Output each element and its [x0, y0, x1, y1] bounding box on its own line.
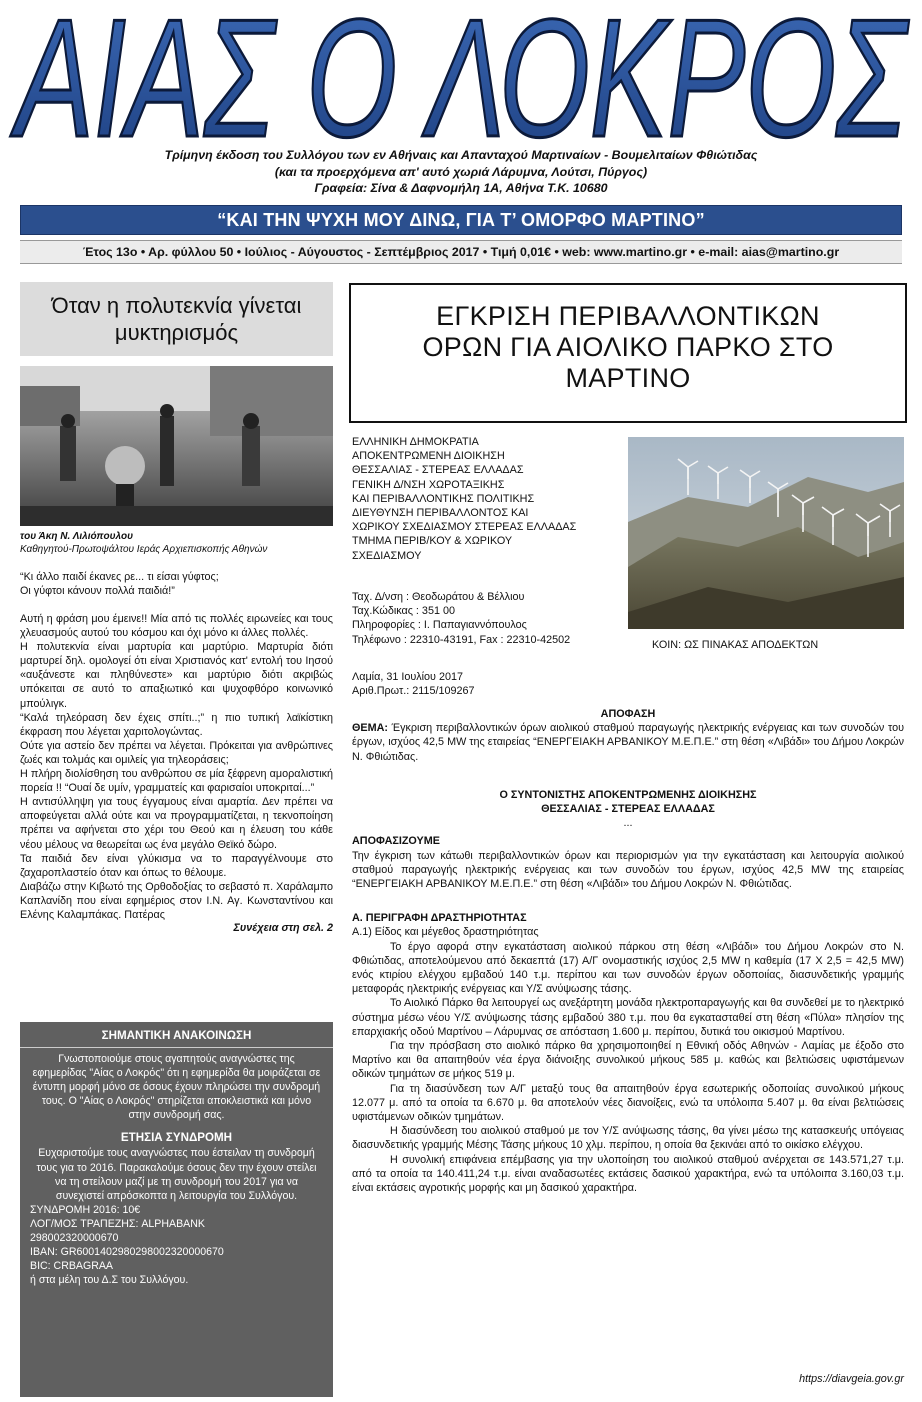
publication-line-1: Τρίμηνη έκδοση του Συλλόγου των εν Αθήναις και Απανταχού Μαρτιναίων - Βουμελιταίων Φθιώτιδας — [164, 148, 758, 162]
contact-line: Ταχ.Κώδικας : 351 00 — [352, 605, 455, 618]
authority-line: ΔΙΕΥΘΥΝΣΗ ΠΕΡΙΒΑΛΛΟΝΤΟΣ ΚΑΙ — [352, 507, 529, 520]
section-a-title: Α. ΠΕΡΙΓΡΑΦΗ ΔΡΑΣΤΗΡΙΟΤΗΤΑΣ — [352, 912, 527, 925]
recipients-note: ΚΟΙΝ: ΩΣ ΠΙΝΑΚΑΣ ΑΠΟΔΕΚΤΩΝ — [652, 639, 819, 651]
authority-line: ΧΩΡΙΚΟΥ ΣΧΕΔΙΑΣΜΟΥ ΣΤΕΡΕΑΣ ΕΛΛΑΔΑΣ — [352, 521, 577, 534]
document-date: Λαμία, 31 Ιουλίου 2017 — [352, 671, 463, 683]
coordinator-line-2: ΘΕΣΣΑΛΙΑΣ - ΣΤΕΡΕΑΣ ΕΛΛΑΔΑΣ — [541, 803, 715, 816]
theme-text: Έγκριση περιβαλλοντικών όρων αιολικού σταθμού παραγωγής ηλεκτρικής ενέργειας και των συνοδών του έργων, ισχύος 42,5 MW της εταιρείας “ΕΝΕΡΓΕΙΑΚΗ ΑΡΒΑΝΙΚΟΥ Μ.Ε.Π.Ε.” στη θέση «Λιβάδι» του Δήμου Λοκρών Ν. Φθιώτιδας. — [352, 722, 904, 763]
protocol-number: Αριθ.Πρωτ.: 2115/109267 — [352, 685, 475, 698]
quote-line-1: “Κι άλλο παιδί έκανες ρε... τι είσαι γύφτος; — [20, 571, 219, 583]
issue-info-line: Έτος 13ο • Αρ. φύλλου 50 • Ιούλιος - Αύγουστος - Σεπτέμβριος 2017 • Τιμή 0,01€ • web: www.martino.gr • e-mail: aias@martino.gr — [20, 240, 902, 264]
decision-body — [352, 707, 904, 1195]
contact-line: Ταχ. Δ/νση : Θεοδωράτου & Βέλλιου — [352, 591, 525, 603]
paragraph: Αυτή η φράση μου έμεινε!! Μία από τις πολλές ειρωνείες και τους χλευασμούς αυτού του κόσμου και όχι μόνο κι άλλες πολλές. — [20, 613, 333, 640]
paragraph: Η διασύνδεση του αιολικού σταθμού με τον Υ/Σ ανύψωσης τάσης, θα γίνει μέσω της κατασκευής υπόγειας διασυνδετικής γραμμής Μέσης Τάσης μήκους 10 χλμ. περίπου, η οποία θα ξεκινάει από το οικίσκο ελέγχου. — [352, 1125, 904, 1152]
decision-label: ΑΠΟΦΑΣΗ — [600, 708, 656, 720]
bank-bic: BIC: CRBAGRAA — [30, 1260, 114, 1273]
paragraph: Διαβάζω στην Κιβωτό της Ορθοδοξίας το σεβαστό π. Χαράλαμπο Καπλανίδη που είναι εφημέριος στον Ι.Ν. Αγ. Κωνσταντίνου και Ελένης Καλαμπάκας. Πατέρας — [20, 880, 333, 921]
contact-block — [352, 590, 672, 647]
left-article — [20, 282, 333, 935]
subscription-fee: ΣΥΝΔΡΟΜΗ 2016: 10€ — [30, 1203, 141, 1216]
opening-quote — [20, 570, 333, 598]
authority-line: ΚΑΙ ΠΕΡΙΒΑΛΛΟΝΤΙΚΗΣ ΠΟΛΙΤΙΚΗΣ — [352, 492, 535, 505]
announcement-box — [20, 1022, 333, 1397]
paragraph: Για την πρόσβαση στο αιολικό πάρκο θα χρησιμοποιηθεί η Εθνική οδός Αθηνών - Λαμίας με έξοδο στο Μαρτίνο και θα απαιτηθούν νέα έργα διάνοιξης συνολικού μήκους 585 μ. καθώς και βελτιώσεις υφιστάμενων οδικών τμημάτων σε μήκος 519 μ. — [352, 1040, 904, 1081]
paragraph: “Καλά τηλεόραση δεν έχεις σπίτι..;” η πιο τυπική λαϊκίστικη έκφραση που λέγεται χαριτολογώντας. — [20, 711, 333, 738]
contact-line: Πληροφορίες : Ι. Παπαγιαννόπουλος — [352, 619, 527, 632]
paragraph: Το Αιολικό Πάρκο θα λειτουργεί ως ανεξάρτητη μονάδα ηλεκτροπαραγωγής και θα συνδεθεί με το ηλεκτρικό σύστημα μέσω νέου Υ/Σ ανύψωσης τάσης εμβαδού 380 τ.μ. που θα εγκατασταθεί στη θέση «Πύλα» πλησίον της επαρχιακής οδού Μαρτίνου – Λάρυμνας σε απόσταση 1.600 μ. περίπου, δυτικά του οικισμού Μαρτίνου. — [352, 997, 904, 1038]
paragraph: Ούτε για αστείο δεν πρέπει να λέγεται. Πρόκειται για ανθρώπινες ζωές και τολμάς και ομιλείς για τηλεοράσεις; — [20, 739, 333, 766]
headline-line-3: ΜΑΡΤΙΝΟ — [565, 363, 691, 393]
subscription-title: ΕΤΗΣΙΑ ΣΥΝΔΡΟΜΗ — [120, 1131, 233, 1145]
publication-line-2: (και τα προερχόμενα απ' αυτό χωριά Λάρυμνα, Λούτσι, Πύργος) — [274, 164, 648, 179]
ellipsis: ... — [623, 817, 633, 830]
continued-link[interactable]: Συνέχεια στη σελ. 2 — [233, 922, 333, 935]
author-credit — [20, 530, 333, 556]
bank-account: 298002320000670 — [30, 1232, 119, 1245]
authority-line: ΘΕΣΣΑΛΙΑΣ - ΣΤΕΡΕΑΣ ΕΛΛΑΔΑΣ — [352, 464, 524, 477]
motto-banner: “ΚΑΙ ΤΗΝ ΨΥΧΗ ΜΟΥ ΔΙΝΩ, ΓΙΑ Τ’ ΟΜΟΡΦΟ ΜΑΡΤΙΝΟ” — [20, 205, 902, 235]
quote-line-2: Οι γύφτοι κάνουν πολλά παιδιά!” — [20, 585, 175, 597]
main-headline — [349, 283, 907, 423]
theme-label: ΘΕΜΑ: — [352, 722, 388, 735]
paragraph: Η πολυτεκνία είναι μαρτυρία και μαρτύριο. Μαρτυρία διότι μαρτυρεί δηλ. ομολογεί ότι είναι Χριστιανός κατ' εντολή του Ιησού «αυξάνεστε και πληθύνεστε» και μαρτύριο διότι ακριβώς υπόκειται σε αυτό το απαξιωτικό και ψυχοφθόρο κοινωνικό μπούλιγκ. — [20, 641, 333, 710]
authority-line: ΣΧΕΔΙΑΣΜΟΥ — [352, 549, 422, 562]
coordinator-line-1: Ο ΣΥΝΤΟΝΙΣΤΗΣ ΑΠΟΚΕΝΤΡΩΜΕΝΗΣ ΔΙΟΙΚΗΣΗΣ — [499, 788, 757, 801]
divider — [20, 1047, 333, 1048]
left-title-line-1: Όταν η πολυτεκνία γίνεται — [51, 293, 302, 318]
paragraph: Τα παιδιά δεν είναι γλύκισμα να το παραγγέλνουμε στο ζαχαροπλαστείο όταν και όπως το θέλουμε. — [20, 852, 333, 879]
publication-info — [20, 147, 902, 197]
date-block — [352, 670, 652, 698]
masthead-title: ΑΙΑΣ Ο ΛΟΚΡΟΣ — [9, 8, 910, 144]
left-article-body — [20, 612, 333, 922]
author-name: του Άκη Ν. Λιλιόπουλου — [20, 531, 133, 542]
authority-line: ΤΜΗΜΑ ΠΕΡΙΒ/ΚΟΥ & ΧΩΡΙΚΟΥ — [352, 535, 513, 548]
contact-line: Τηλέφωνο : 22310-43191, Fax : 22310-42502 — [352, 633, 571, 646]
subscription-details — [30, 1203, 323, 1288]
authority-line: ΓΕΝΙΚΗ Δ/ΝΣΗ ΧΩΡΟΤΑΞΙΚΗΣ — [352, 478, 505, 491]
left-article-title — [20, 282, 333, 356]
paragraph: Η συνολική επιφάνεια επέμβασης για την υλοποίηση του αιολικού σταθμού ανέρχεται σε 143.571,27 τ.μ. από τα οποία τα 140.411,24 τ.μ. είναι αναδασωτέες εκτάσεις δασικού χαρακτήρα, ενώ τα υπόλοιπα 3.160,03 τ.μ. είναι εκτάσεις αγροτικής μορφής και μη δασικού χαρακτήρα. — [352, 1153, 904, 1195]
author-role: Καθηγητού-Πρωτοψάλτου Ιεράς Αρχιεπισκοπής Αθηνών — [20, 544, 268, 555]
publication-line-3: Γραφεία: Σίνα & Δαφνομήλη 1Α, Αθήνα Τ.Κ. 10680 — [314, 181, 608, 195]
authority-line: ΑΠΟΚΕΝΤΡΩΜΕΝΗ ΔΙΟΙΚΗΣΗ — [352, 450, 505, 463]
section-a1-title: Α.1) Είδος και μέγεθος δραστηριότητας — [352, 926, 539, 939]
authority-line: ΕΛΛΗΝΙΚΗ ΔΗΜΟΚΡΑΤΙΑ — [352, 436, 479, 448]
announcement-title: ΣΗΜΑΝΤΙΚΗ ΑΝΑΚΟΙΝΩΣΗ — [101, 1029, 252, 1042]
subscription-text: Ευχαριστούμε τους αναγνώστες που έστειλαν τη συνδρομή τους για το 2016. Παρακαλούμε όσους δεν την έχουν στείλει να τη στείλουν μαζί με τη συνδρομή του 2017 για να συνεχιστεί απρόσκοπτα η λειτουργία του Συλλόγου. — [36, 1147, 317, 1202]
announcement-text: Γνωστοποιούμε στους αγαπητούς αναγνώστες της εφημερίδας "Αίας ο Λοκρός" ότι η εφημερίδα θα μοιράζεται σε έντυπη μορφή μόνο σε όσους έχουν πληρώσει την συνδρομή τους. Ο "Αίας ο Λοκρός" στηρίζεται αποκλειστικά και μόνο στην συνδρομή σας. — [32, 1053, 321, 1122]
paragraph: Για τη διασύνδεση των Α/Γ μεταξύ τους θα απαιτηθούν έργα εσωτερικής οδοποιίας συνολικού μήκους 12.077 μ. από τα οποία τα 6.670 μ. θα αποτελούν νέες διανοίξεις, ενώ τα υπόλοιπα 5.407 μ. θα είναι βελτιώσεις υφιστάμενων οδικών τμημάτων. — [352, 1082, 904, 1124]
authority-block — [352, 435, 622, 563]
source-link[interactable]: https://diavgeia.gov.gr — [799, 1373, 904, 1385]
decide-label: ΑΠΟΦΑΣΙΖΟΥΜΕ — [352, 835, 440, 848]
decide-text: Την έγκριση των κάτωθι περιβαλλοντικών όρων και περιορισμών για την εγκατάσταση και λειτουργία αιολικού σταθμού παραγωγής ηλεκτρικής ενέργειας και των συνοδών του έργων, ισχύος 42,5 MW της εταιρείας “ΕΝΕΡΓΕΙΑΚΗ ΑΡΒΑΝΙΚΟΥ Μ.Ε.Π.Ε.” στη θέση «Λιβάδι» του Δήμου Λοκρών Ν. Φθιώτιδας. — [352, 849, 904, 891]
headline-line-1: ΕΓΚΡΙΣΗ ΠΕΡΙΒΑΛΛΟΝΤΙΚΩΝ — [436, 301, 820, 331]
bank-iban: IBAN: GR6001402980298002320000670 — [30, 1246, 224, 1259]
paragraph: Το έργο αφορά στην εγκατάσταση αιολικού πάρκου στη θέση «Λιβάδι» του Δήμου Λοκρών στο Ν. Φθιώτιδας, αποτελούμενου από δεκαεπτά (17) Α/Γ ονομαστικής ισχύος 2,5 MW η καθεμία (17 Χ 2,5 = 42,5 MW) ενός κτιρίου ελέγχου εμβαδού 140 τ.μ. περίπου και των συνοδών έργων οδοποιίας, διασυνδετικής γραμμής μεταφοράς ηλεκτρικής ενέργειας και Υ/Σ ανύψωσης τάσης. — [352, 940, 904, 996]
masthead-logo — [8, 8, 914, 144]
bank-name: ΛΟΓ/ΜΟΣ ΤΡΑΠΕΖΗΣ: ALPHABANK — [30, 1217, 205, 1230]
paragraph: Η πλήρη διολίσθηση του ανθρώπου σε μία ξέφρενη αμοραλιστική πορεία !! “Ουαί δε υμίν, γραμματείς και φαρισαίοι υποκριταί...” — [20, 768, 333, 795]
children-playing-photo — [20, 366, 333, 526]
headline-line-2: ΟΡΩΝ ΓΙΑ ΑΙΟΛΙΚΟ ΠΑΡΚΟ ΣΤΟ — [422, 332, 834, 362]
subscription-footer: ή στα μέλη του Δ.Σ του Συλλόγου. — [30, 1274, 189, 1287]
paragraph: Η αντισύλληψη για τους έγγαμους είναι αμαρτία. Δεν πρέπει να αποφεύγεται αλλά ούτε και να προγραμματίζεται, η τεκνοποίηση πρέπει να αφήνεται στο χέρι του Θεού και η έλευση του κάθε νέου μέλους να θεωρείται ως ένα μεγάλο Θεϊκό δώρο. — [20, 796, 333, 851]
left-title-line-2: μυκτηρισμός — [114, 320, 239, 345]
